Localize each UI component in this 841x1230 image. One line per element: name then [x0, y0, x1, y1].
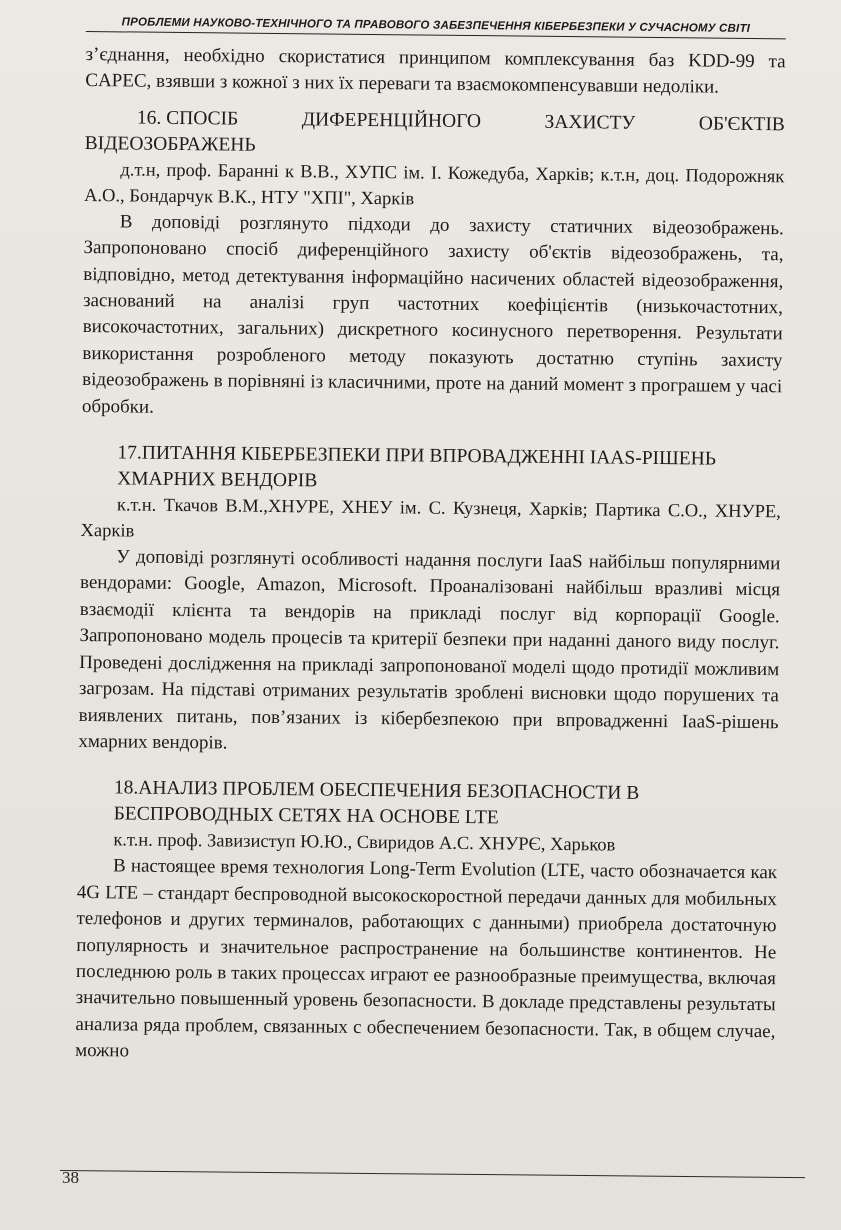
section-16-title-word-2: ДИФЕРЕНЦІЙНОГО	[301, 109, 482, 132]
section-16-abstract: В доповіді розглянуто підходи до захисту статичних відеозображень. Запропоновано спосіб диференційного захисту об'єктів відеозображень, та, відповідно, метод детектування інформаційно насичених областей відеозображення, заснований на аналізі груп частотних коефіцієнтів (низькочастотних, високочастотних, загальних) дискретного косинусного перетворення. Результати використання розробленого методу показують достатню ступінь захисту відеозображень в порівняні із класичними, проте на даний момент з програшем у часі обробки.	[81, 211, 784, 418]
section-18-authors: к.т.н. проф. Завизиступ Ю.Ю., Свиридов А.С. ХНУРЄ, Харьков	[113, 830, 616, 856]
section-18-abstract: В настоящее время технология Long-Term Evolution (LTE, часто обозначается как 4G LTE – стандарт беспроводной высокоскоростной передачи данных для мобильных телефонов и других терминалов, работающих с данными) приобрела достаточную популярность и значительное распространение на большинстве континентов. Не последнюю роль в таких процессах играют ее разнообразные преимущества, включая значительно повышенный уровень безопасности. В докладе представлены результаты анализа ряда проблем, связанных с обеспечением безопасности. Так, в общем случае, можно	[75, 855, 778, 1062]
page-content	[75, 16, 786, 1072]
section-16-title-word-1: СПОСІБ	[166, 107, 239, 130]
running-header: ПРОБЛЕМИ НАУКОВО-ТЕХНІЧНОГО ТА ПРАВОВОГО ЗАБЕЗПЕЧЕННЯ КІБЕРБЕЗПЕКИ У СУЧАСНОМУ СВІТІ	[86, 16, 786, 39]
footer-rule	[60, 1170, 805, 1178]
section-17-number: 17.	[117, 442, 142, 464]
section-18-number: 18.	[113, 777, 139, 799]
section-16-number: 16.	[136, 107, 162, 129]
continuation-paragraph: з’єднання, необхідно скористатися принципом комплексування баз KDD-99 та CAPEC, взявши з кожної з них їх переваги та взаємокомпенсувавши недоліки.	[85, 43, 786, 99]
section-18-title-text: АНАЛИЗ ПРОБЛЕМ ОБЕСПЕЧЕНИЯ БЕЗОПАСНОСТИ В БЕСПРОВОДНЫХ СЕТЯХ НА ОСНОВЕ LTE	[113, 777, 640, 829]
section-17-authors: к.т.н. Ткачов В.М.,ХНУРЕ, ХНЕУ ім. С. Кузнеця, Харків; Партика С.О., ХНУРЕ, Харків	[80, 495, 781, 542]
section-16-title-rest: ВІДЕОЗОБРАЖЕНЬ	[84, 132, 256, 156]
section-17	[78, 440, 781, 763]
section-18	[75, 775, 778, 1072]
section-16-authors: д.т.н, проф. Баранні к В.В., ХУПС ім. І. Кожедуба, Харків; к.т.н, доц. Подорожняк А.О., Бондарчук В.К., НТУ "ХПІ", Харків	[84, 160, 785, 210]
page-number: 38	[62, 1168, 79, 1187]
section-17-title-text: ПИТАННЯ КІБЕРБЕЗПЕКИ ПРИ ВПРОВАДЖЕННІ IAAS-РІШЕНЬ ХМАРНИХ ВЕНДОРІВ	[117, 442, 717, 492]
section-17-title	[81, 440, 782, 499]
section-18-title	[78, 775, 779, 834]
section-17-abstract: У доповіді розглянуті особливості надання послуги IaaS найбільш популярними вендорами: Google, Amazon, Microsoft. Проаналізовані найбільш вразливі місця взаємодії клієнта та вендорів на прикладі послуг від корпорації Google. Запропоновано модель процесів та критерії безпеки при наданні даного виду послуг. Проведені дослідження на прикладі запропонованої моделі щодо протидії можливим загрозам. На підставі отриманих результатів зроблені висновки щодо порушених та виявлених питань, пов’язаних із кібербезпекою при впровадженні IaaS-рішень хмарних вендорів.	[78, 546, 781, 754]
section-16-title-word-4: ОБ'ЄКТІВ	[698, 113, 785, 136]
section-16-title-word-3: ЗАХИСТУ	[544, 111, 636, 134]
section-16	[82, 105, 785, 428]
